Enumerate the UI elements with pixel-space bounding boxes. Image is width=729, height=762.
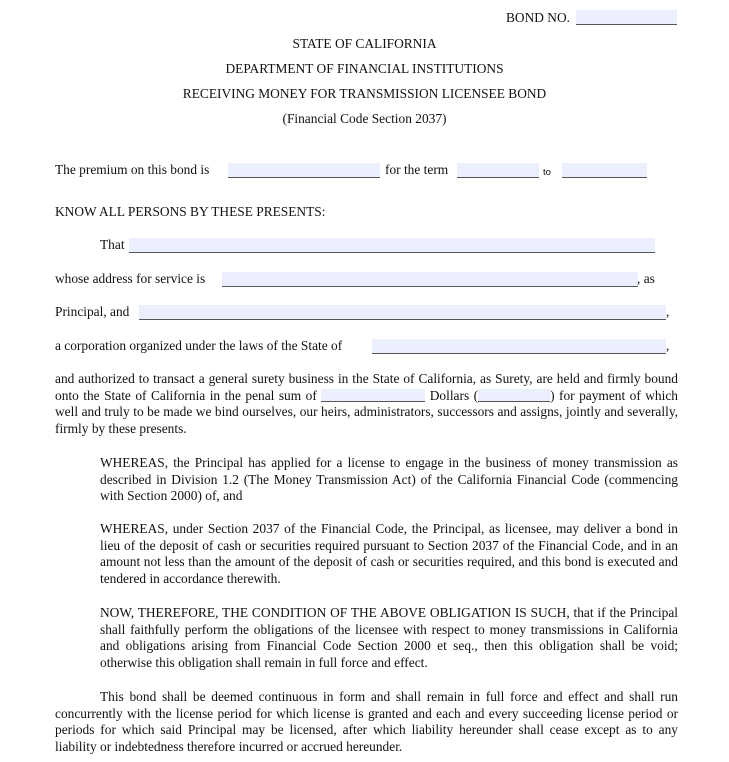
corporation-label: a corporation organized under the laws of the State of [55,338,343,353]
header-department: DEPARTMENT OF FINANCIAL INSTITUTIONS [225,61,504,76]
header-code-section: (Financial Code Section 2037) [282,111,447,126]
address-field[interactable] [222,272,638,287]
surety-name-field[interactable] [139,305,666,320]
whereas-paragraph-1: WHEREAS, the Principal has applied for a license to engage in the business of money transmission as described in Division 1.2 (The Money Transmission Act) of the California Financial Code (commencing with Section 2000) of, and [100,455,678,504]
whereas-paragraph-2: WHEREAS, under Section 2037 of the Financial Code, the Principal, as licensee, may deliver a bond in lieu of the deposit of cash or securities required pursuant to Section 2037 of the Financial Code, and in an amount not less than the amount of the deposit of cash or securities required, and this bond is executed and tendered in accordance therewith. [100,521,678,586]
header-bond-title: RECEIVING MONEY FOR TRANSMISSION LICENSEE BOND [182,86,547,101]
header-state: STATE OF CALIFORNIA [292,36,437,51]
address-suffix: , as [637,271,655,286]
continuous-paragraph: This bond shall be deemed continuous in form and shall remain in full force and effect and shall run concurrently with the license period for which license is granted and each and every succeeding license period or periods for which said Principal may be licensed, after which liability hereunder shall cease except as to any liability or indebtedness therefore incurred or accrued hereunder. [55,689,678,754]
authorized-text-2: Dollars ( [429,387,479,403]
penal-sum-words-field[interactable] [321,389,425,402]
condition-paragraph: NOW, THEREFORE, THE CONDITION OF THE ABOVE OBLIGATION IS SUCH, that if the Principal shall faithfully perform the obligations of the licensee with respect to money transmissions in California and obligations arising from Financial Code Section 2000 et seq., then this obligation shall be void; otherwise this obligation shall remain in full force and effect. [100,605,678,670]
bond-no-field[interactable] [576,10,677,25]
term-end-field[interactable] [562,163,647,178]
state-field[interactable] [372,339,666,354]
bond-no-label: BOND NO. [506,10,570,25]
term-start-field[interactable] [457,163,539,178]
term-label: for the term [385,162,449,177]
principal-name-field[interactable] [129,238,655,253]
principal-suffix: , [666,304,670,319]
authorized-paragraph [55,371,678,437]
authorized-text-3: ) for payment of which well and truly to be made we bind ourselves, our heirs, administrators, successors and assigns, jointly and severally, firmly by these presents. [55,387,678,436]
know-all-heading: KNOW ALL PERSONS BY THESE PRESENTS: [55,204,326,219]
principal-label: Principal, and [55,304,130,319]
premium-field[interactable] [228,163,380,178]
authorized-text-1: and authorized to transact a general surety business in the State of California, as Surety, are held and firmly bound onto the State of California in the penal sum of [55,371,678,403]
address-label: whose address for service is [55,271,206,286]
premium-label: The premium on this bond is [55,162,210,177]
term-to-label: to [543,167,551,178]
corporation-suffix: , [666,338,670,353]
penal-sum-number-field[interactable] [478,389,550,402]
that-label: That [100,237,125,252]
